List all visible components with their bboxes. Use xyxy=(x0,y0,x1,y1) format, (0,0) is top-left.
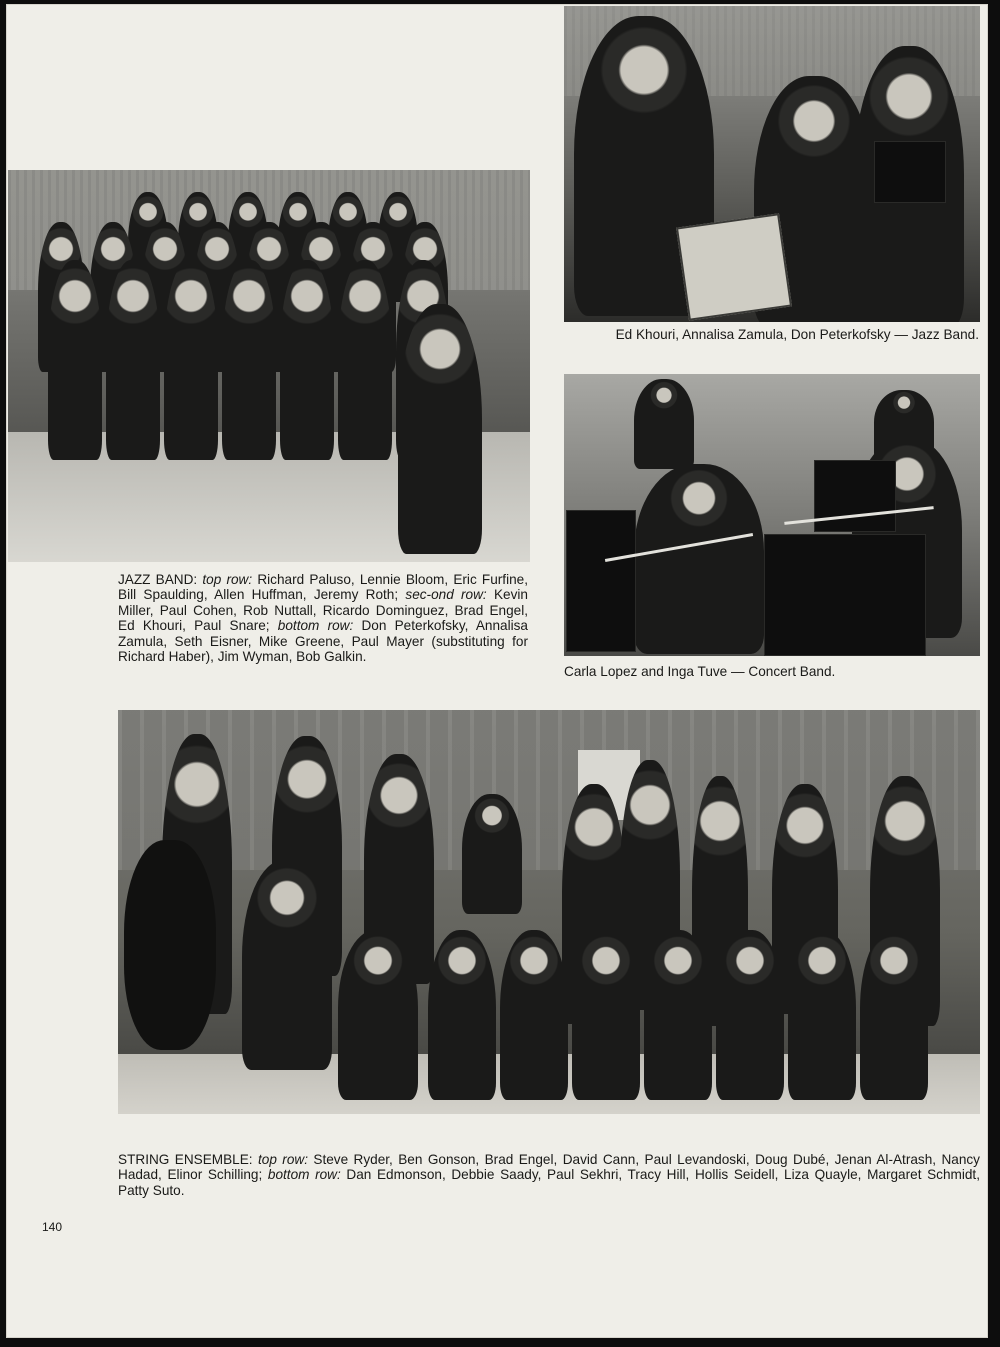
photo-wall xyxy=(118,710,980,870)
musician-figure xyxy=(222,260,276,460)
musician-figure xyxy=(338,930,418,1100)
music-stand xyxy=(874,141,946,203)
musician-figure xyxy=(428,930,496,1100)
jazz-band-caption xyxy=(118,572,528,664)
double-bass xyxy=(124,840,216,1050)
jazz-band-caption-segment: Richard Paluso, Lennie Bloom, Eric Furfine, Bill Spaulding, Allen Huffman, Jeremy Roth; xyxy=(118,572,529,603)
jazz-band-group-photo xyxy=(8,170,530,562)
musician-figure xyxy=(242,860,332,1070)
musician-figure xyxy=(106,260,160,460)
music-stand xyxy=(814,460,896,532)
musician-figure xyxy=(860,930,928,1100)
jazz-band-caption-segment: bottom row: xyxy=(277,618,354,634)
musician-figure xyxy=(338,260,392,460)
musician-figure xyxy=(48,260,102,460)
jazz-band-caption-segment: Don Peterkofsky, Annalisa Zamula, Seth Eisner, Mike Greene, Paul Mayer (substituting for Richard Haber), Jim Wyman, Bob Galkin. xyxy=(118,618,528,665)
string-ensemble-caption-segment: top row: xyxy=(257,1152,308,1167)
flutist-figure xyxy=(634,464,764,654)
musician-figure xyxy=(716,930,784,1100)
string-ensemble-caption-segment: Dan Edmonson, Debbie Saady, Paul Sekhri, Tracy Hill, Hollis Seidell, Liza Quayle, Margaret Schmidt, Patty Suto. xyxy=(118,1167,980,1198)
sheet-music-book xyxy=(676,213,792,321)
jazz-trio-photo xyxy=(564,6,980,322)
musician-figure xyxy=(500,930,568,1100)
musician-figure xyxy=(572,930,640,1100)
jazz-band-caption-segment: sec-ond row: xyxy=(405,587,487,603)
musician-figure xyxy=(788,930,856,1100)
background-musician-figure xyxy=(634,379,694,469)
musician-figure xyxy=(398,304,482,554)
concert-band-photo xyxy=(564,374,980,656)
string-ensemble-caption xyxy=(118,1152,980,1198)
music-stand xyxy=(764,534,926,656)
music-stand xyxy=(566,510,636,652)
concert-band-caption: Carla Lopez and Inga Tuve — Concert Band. xyxy=(564,664,836,679)
string-ensemble-caption-heading: STRING ENSEMBLE: xyxy=(118,1152,258,1167)
musician-figure xyxy=(280,260,334,460)
musician-figure xyxy=(462,794,522,914)
musician-figure xyxy=(644,930,712,1100)
yearbook-page xyxy=(6,4,988,1338)
jazz-trio-caption: Ed Khouri, Annalisa Zamula, Don Peterkofsky — Jazz Band. xyxy=(615,327,979,342)
string-ensemble-caption-segment: bottom row: xyxy=(267,1167,341,1183)
jazz-band-caption-segment: top row: xyxy=(202,572,253,587)
jazz-band-caption-segment: Kevin Miller, Paul Cohen, Rob Nuttall, Ricardo Dominguez, Brad Engel, Ed Khouri, Paul Snare; xyxy=(118,587,528,634)
string-ensemble-caption-segment: Steve Ryder, Ben Gonson, Brad Engel, David Cann, Paul Levandoski, Doug Dubé, Jenan Al-Atrash, Nancy Hadad, Elinor Schilling; xyxy=(118,1152,980,1183)
jazz-band-caption-heading: JAZZ BAND: xyxy=(118,572,203,587)
string-ensemble-photo xyxy=(118,710,980,1114)
musician-figure xyxy=(164,260,218,460)
page-number: 140 xyxy=(42,1220,63,1234)
